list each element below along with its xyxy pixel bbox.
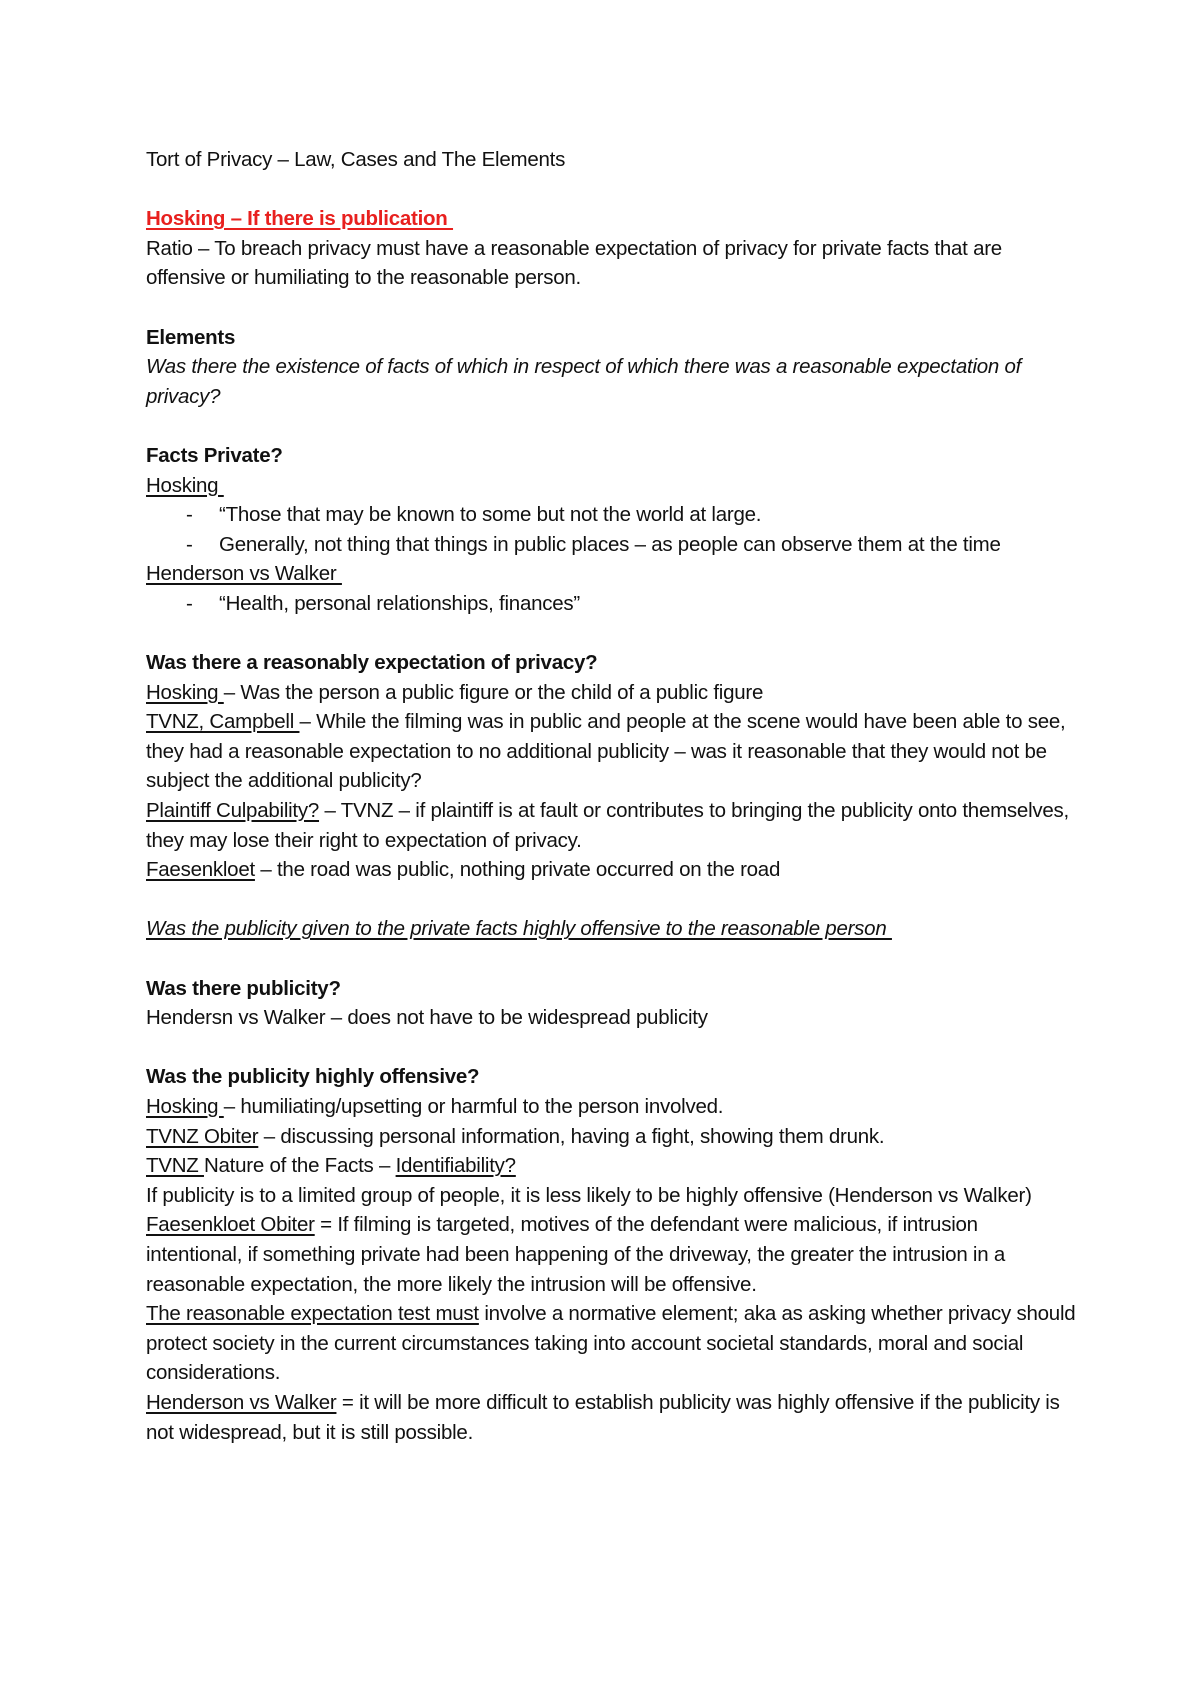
case-label-faesenkloet-obiter: Faesenkloet Obiter (146, 1213, 315, 1237)
list-item: - “Those that may be known to some but not the world at large. (146, 500, 1076, 530)
expectation-heading: Was there a reasonably expectation of privacy? (146, 651, 598, 675)
spacer (146, 293, 1076, 323)
case-label-faesenkloet: Faesenkloet (146, 858, 255, 882)
elements-question: Was there the existence of facts of which in respect of which there was a reasonable expectation of privacy? (146, 355, 1027, 408)
spacer (146, 175, 1076, 205)
case-text: = If filming is targeted, motives of the defendant were malicious, if intrusion intentional, if something private had been happening of the driveway, the greater the intrusion in a reasonable expectation, the more likely the intrusion will be offensive. (146, 1213, 1011, 1296)
hosking-points-list (146, 500, 1076, 559)
ratio-text: Ratio – To breach privacy must have a reasonable expectation of privacy for private facts that are offensive or humiliating to the reasonable person. (146, 236, 1008, 290)
expectation-culpability (146, 796, 1076, 855)
offensive-question: Was the publicity given to the private facts highly offensive to the reasonable person (146, 917, 892, 941)
case-text: Nature of the Facts – (203, 1154, 396, 1178)
case-label-henderson: Henderson vs Walker (146, 562, 342, 586)
list-item: - Generally, not thing that things in public places – as people can observe them at the time (146, 530, 1076, 560)
case-label-plaintiff-culpability: Plaintiff Culpability? (146, 799, 320, 823)
case-text: – Was the person a public figure or the child of a public figure (223, 680, 764, 704)
facts-private-heading: Facts Private? (146, 443, 283, 467)
spacer (146, 944, 1076, 974)
case-label-tvnz-obiter: TVNZ Obiter (146, 1124, 259, 1148)
reasonable-expectation-test (146, 1299, 1081, 1388)
case-label-hosking: Hosking (146, 473, 224, 497)
case-text: involve a normative element; aka as asking whether privacy should protect society in the current circumstances taking into account societal standards, moral and social considerations. (146, 1302, 1081, 1385)
offensive-henderson (146, 1388, 1076, 1447)
expectation-faesenkloet (146, 855, 1076, 885)
offensive-faesenkloet-obiter (146, 1210, 1076, 1299)
limited-group-text: If publicity is to a limited group of people, it is less likely to be highly offensive (Henderson vs Walker) (146, 1183, 1032, 1207)
case-label-hosking: Hosking (146, 680, 224, 704)
publicity-heading: Was there publicity? (146, 976, 341, 1000)
case-text: – the road was public, nothing private occurred on the road (254, 858, 781, 882)
expectation-hosking (146, 678, 1076, 708)
case-label-tvnz: TVNZ (146, 1154, 204, 1178)
spacer (146, 1033, 1076, 1063)
list-item: - “Health, personal relationships, finances” (146, 589, 1076, 619)
spacer (146, 885, 1076, 915)
case-label-henderson: Henderson vs Walker (146, 1390, 337, 1414)
offensive-tvnz-obiter (146, 1122, 1076, 1152)
case-label-tvnz-campbell: TVNZ, Campbell (146, 710, 300, 734)
case-text: – TVNZ – if plaintiff is at fault or contributes to bringing the publicity onto themselves, they may lose their right to expectation of privacy. (146, 799, 1075, 852)
hosking-heading: Hosking – If there is publication (146, 207, 454, 231)
document-title: Tort of Privacy – Law, Cases and The Elements (146, 148, 566, 171)
henderson-points-list (146, 589, 1076, 619)
highly-offensive-heading: Was the publicity highly offensive? (146, 1065, 480, 1089)
elements-heading: Elements (146, 325, 236, 349)
case-text: = it will be more difficult to establish publicity was highly offensive if the publicity is not widespread, but it is still possible. (146, 1390, 1066, 1444)
case-text: – While the filming was in public and people at the scene would have been able to see, they had a reasonable expectation to no additional publicity – was it reasonable that they would not be subject the additional publicity? (146, 710, 1071, 793)
case-text: – discussing personal information, having a fight, showing them drunk. (258, 1124, 885, 1148)
expectation-tvnz (146, 707, 1076, 796)
spacer (146, 411, 1076, 441)
identifiability-label: Identifiability? (395, 1154, 516, 1178)
offensive-hosking (146, 1092, 1076, 1122)
case-label-hosking: Hosking (146, 1095, 224, 1118)
case-text: – humiliating/upsetting or harmful to the person involved. (223, 1095, 724, 1118)
publicity-text: Hendersn vs Walker – does not have to be widespread publicity (146, 1006, 708, 1030)
offensive-tvnz-nature (146, 1151, 1076, 1181)
document-page (146, 145, 1081, 1447)
spacer (146, 619, 1076, 649)
reasonable-test-label: The reasonable expectation test must (146, 1302, 479, 1326)
